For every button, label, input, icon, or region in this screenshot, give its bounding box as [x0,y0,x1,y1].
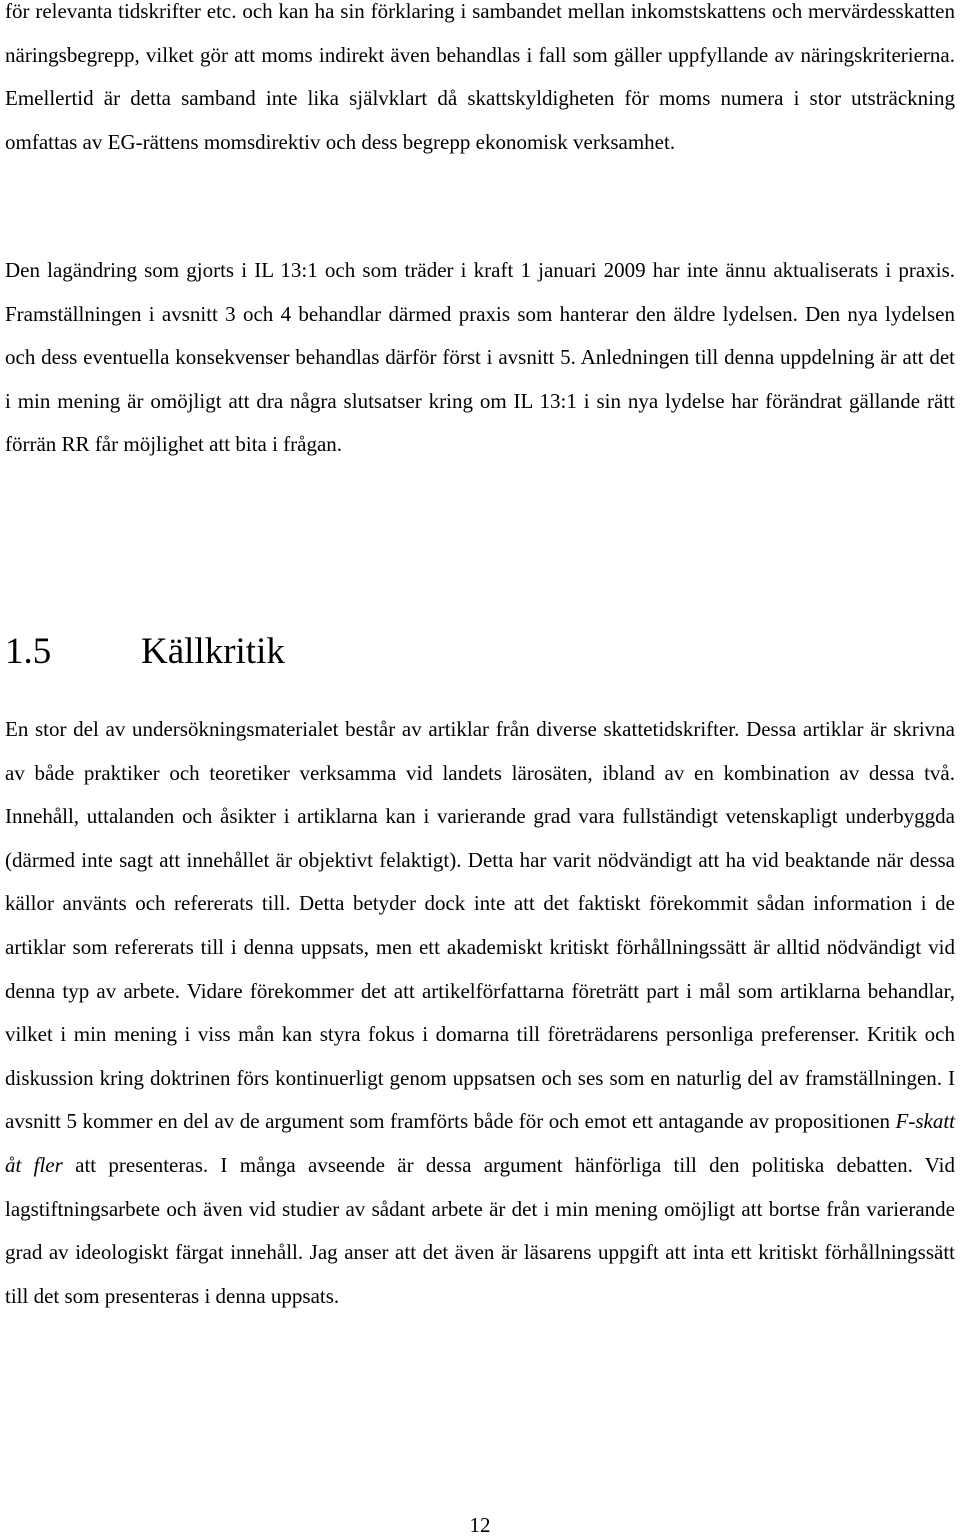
body-paragraph: för relevanta tidskrifter etc. och kan ha sin förklaring i sambandet mellan inkomstskattens och mervärdesskatten näringsbegrepp, vilket gör att moms indirekt även behandlas i fall som gäller uppfyllande av näringskriterierna. Emellertid är detta samband inte lika självklart då skattskyldigheten för moms numera i stor utsträckning omfattas av EG-rättens momsdirektiv och dess begrepp ekonomisk verksamhet. [5,0,955,154]
body-paragraph: Den lagändring som gjorts i IL 13:1 och som träder i kraft 1 januari 2009 har inte ännu aktualiserats i praxis. Framställningen i avsnitt 3 och 4 behandlar därmed praxis som hanterar den äldre lydelsen. Den nya lydelsen och dess eventuella konsekvenser behandlas därför först i avsnitt 5. Anledningen till denna uppdelning är att det i min mening är omöjligt att dra några slutsatser kring om IL 13:1 i sin nya lydelse har förändrat gällande rätt förrän RR får möjlighet att bita i frågan. [5,258,955,457]
italic-term: F-skatt åt fler [5,1109,955,1177]
body-paragraph [5,708,955,1318]
paragraph-text: En stor del av undersökningsmaterialet består av artiklar från diverse skattetidskrifter. Dessa artiklar är skrivna av både praktiker och teoretiker verksamma vid landets lärosäten, ibland av en kombination av dessa två. Innehåll, uttalanden och åsikter i artiklarna kan i varierande grad vara fullständigt vetenskapligt underbyggda (därmed inte sagt att innehållet är objektivt felaktigt). Detta har varit nödvändigt att ha vid beaktande när dessa källor använts och refererats till. Detta betyder dock inte att det faktiskt förekommit sådan information i de artiklar som refererats till i denna uppsats, men ett akademiskt kritiskt förhållningssätt är alltid nödvändigt vid denna typ av arbete. Vidare förekommer det att artikelförfattarna företrätt part i mål som artiklarna behandlar, vilket i min mening i viss mån kan styra fokus i domarna till företrädarens personliga preferenser. Kritik och diskussion kring doktrinen förs kontinuerligt genom uppsatsen och ses som en naturlig del av framställningen. I avsnitt 5 kommer en del av de argument som framförts både för och emot ett antagande av propositionen [5,717,955,1134]
section-heading [5,626,285,678]
paragraph-text: att presenteras. I många avseende är dessa argument hänförliga till den politiska debatten. Vid lagstiftningsarbete och även vid studier av sådant arbete är det i min mening omöjligt att bortse från varierande grad av ideologiskt färgat innehåll. Jag anser att det även är läsarens uppgift att inta ett kritiskt förhållningssätt till det som presenteras i denna uppsats. [5,1152,955,1308]
page-number: 12 [469,1513,491,1537]
section-title: Källkritik [141,631,285,672]
section-number: 1.5 [5,631,52,672]
